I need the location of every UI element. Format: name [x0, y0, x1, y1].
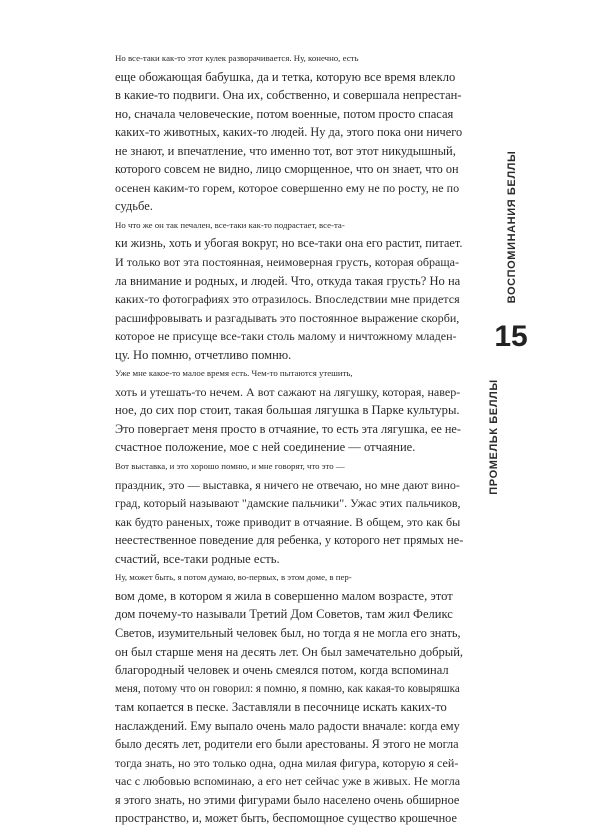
text-line: дом почему-то называли Третий Дом Советов, там жил Феликс: [115, 607, 453, 622]
paragraph: [89, 49, 461, 216]
text-line: но, сначала человеческие, потом военные, потом просто спасая: [115, 106, 454, 121]
text-line: ки жизнь, хоть и убогая вокруг, но все-таки она его растит, питает.: [115, 236, 463, 251]
body-text: [89, 49, 464, 828]
text-line: судьбе.: [115, 199, 153, 214]
text-line: Светов, изумительный человек был, но тогда я не могла его знать,: [115, 625, 461, 640]
text-line: каких-то животных, каких-то людей. Ну да, этого пока они ничего: [115, 125, 463, 140]
text-line: пространство, и, может быть, беспомощное существо крошечное: [115, 811, 457, 826]
text-line: он был старше меня на десять лет. Он был замечательно добрый,: [115, 644, 464, 659]
text-line: благородный человек и очень смеялся потом, когда вспоминал: [115, 663, 449, 678]
text-line: Ну, может быть, я потом думаю, во-первых, в этом доме, в пер-: [115, 572, 352, 583]
paragraph: [89, 568, 464, 828]
text-line: в какие-то подвиги. Она их, собственно, и совершала непрестан-: [115, 88, 462, 103]
text-line: хоть и утешать-то нечем. А вот сажают на лягушку, которая, навер-: [115, 384, 461, 399]
text-line: тогда знать, но это только одна, одна милая фигура, которую я сей-: [115, 755, 459, 770]
text-line: ла внимание и родных, и людей. Что, откуда такая грусть? Но на: [115, 273, 461, 288]
text-line: час с любовью вспоминаю, а его нет сейчас уже в живых. Не могла: [115, 774, 461, 789]
paragraph: [89, 364, 461, 457]
paragraph: [89, 457, 464, 568]
paragraph: [89, 216, 461, 364]
text-line: праздник, это — выставка, я ничего не отвечаю, но мне дают вино-: [115, 477, 460, 492]
text-line: не знают, и впечатление, что именно тот, вот этот никудышный,: [115, 143, 456, 158]
running-head-upper-text: ВОСПОМИНАНИЯ БЕЛЛЫ: [506, 150, 518, 304]
text-line: наслаждений. Ему выпало очень мало радости вначале: когда ему: [115, 718, 460, 733]
text-line: Уже мне какое-то малое время есть. Чем-то пытаются утешить,: [115, 368, 353, 379]
text-line: Но все-таки как-то этот кулек разворачивается. Ну, конечно, есть: [115, 53, 359, 63]
running-head-lower-text: ПРОМЕЛЬК БЕЛЛЫ: [488, 379, 500, 495]
text-line: счастное положение, мое с ней соединение — отчаяние.: [115, 440, 416, 455]
text-line: которого совсем не видно, лицо сморщенное, что он знает, что он: [115, 162, 459, 177]
text-line: Но что же он так печален, все-таки как-то подрастает, все-та-: [115, 219, 345, 230]
text-line: Вот выставка, и это хорошо помню, и мне говорят, что это —: [115, 461, 345, 472]
text-line: цу. Но помню, отчетливо помню.: [115, 347, 292, 362]
text-line: осенен каким-то горем, которое совершенно ему не по росту, не по: [115, 180, 460, 195]
text-line: И только вот эта постоянная, неимоверная грусть, которая обраща-: [115, 255, 460, 270]
text-line: каких-то фотографиях это отразилось. Впоследствии мне придется: [115, 292, 460, 307]
text-line: было десять лет, родители его были арестованы. Я этого не могла: [115, 737, 459, 752]
text-line: расшифровывать и разгадывать это постоянное выражение скорби,: [115, 310, 460, 325]
text-line: Это повергает меня просто в отчаяние, то есть эта лягушка, ее не-: [115, 421, 461, 436]
text-line: меня, потому что он говорил: я помню, я помню, как какая-то ковыряшка: [115, 682, 460, 695]
text-line: там копается в песке. Заставляли в песочнице искать каких-то: [115, 700, 447, 715]
text-line: вом доме, в котором я жила в совершенно малом возрасте, этот: [115, 588, 453, 603]
running-head-upper: [502, 142, 522, 312]
text-line: еще обожающая бабушка, да и тетка, которую все время влекло: [115, 69, 456, 84]
text-line: которое не присуще все-таки столь малому и ничтожному младен-: [115, 329, 457, 344]
text-line: как будто раненых, тоже приводит в отчаяние. В общем, это как бы: [115, 514, 461, 529]
text-line: неестественное поведение для ребенка, у которого нет прямых не-: [115, 533, 464, 548]
running-head-lower: [484, 372, 504, 502]
text-line: ное, до сих пор стоит, такая большая лягушка в Парке культуры.: [115, 403, 460, 418]
page-number: 15: [494, 320, 528, 353]
text-line: град, который называют "дамские пальчики". Ужас этих пальчиков,: [115, 496, 461, 511]
text-line: я этого знать, но этими фигурами было населено очень обширное: [115, 792, 460, 807]
text-line: счастий, все-таки родные есть.: [115, 551, 280, 566]
